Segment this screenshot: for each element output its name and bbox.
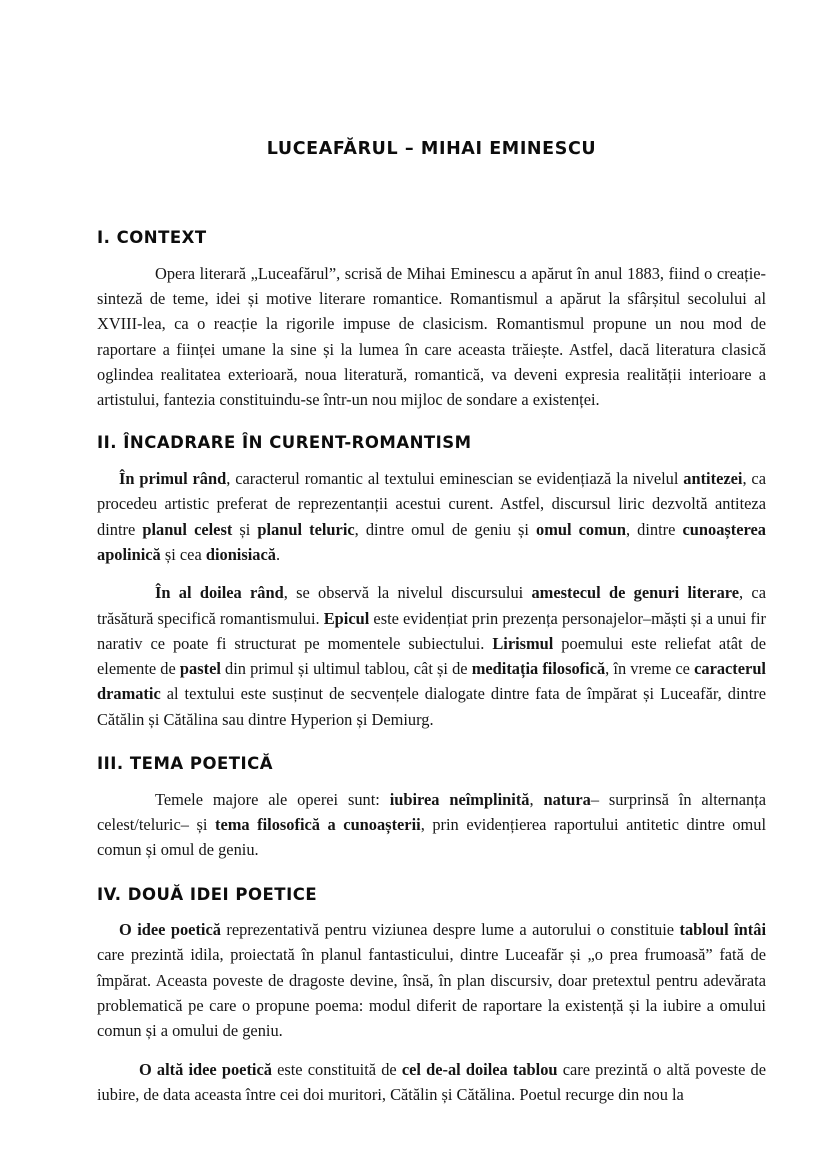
- text-run: , dintre omul de geniu și: [354, 519, 537, 539]
- page-title: LUCEAFĂRUL – MIHAI EMINESCU: [266, 139, 597, 159]
- emphasis-run: dionisiacă: [205, 544, 276, 564]
- paragraph: [97, 466, 766, 567]
- text-run: este constituită de: [271, 1059, 402, 1079]
- text-run: .: [275, 544, 281, 564]
- paragraph: [97, 580, 766, 732]
- sections-container: [97, 160, 766, 1107]
- emphasis-run: planul celest: [142, 519, 233, 539]
- paragraph: [97, 1057, 766, 1108]
- spacer: [97, 905, 766, 917]
- text-run: din primul și ultimul tablou, cât și de: [220, 659, 472, 679]
- section-heading-3: III. TEMA POETICĂ: [97, 754, 274, 773]
- emphasis-run: Epicul: [323, 608, 370, 628]
- text-run: , caracterul romantic al textului eminescian se evidențiază la nivelul: [226, 469, 684, 489]
- text-run: care prezintă idila, proiectată în planul fantasticului, dintre Luceafăr și „o prea frumoasă” fată de împărat. Aceasta poveste de dragoste devine, însă, în plan discursiv, doar pretextul pentru adevărata problematică pe care o propune poema: modul diferit de raportare la existență și la iubire a omului comun și a omului de geniu.: [97, 945, 766, 1041]
- emphasis-run: O altă idee poetică: [139, 1059, 272, 1079]
- text-run: Temele majore ale operei sunt:: [155, 789, 390, 809]
- text-run: și cea: [160, 544, 206, 564]
- emphasis-run: omul comun: [536, 519, 626, 539]
- emphasis-run: meditația filosofică: [471, 659, 606, 679]
- text-run: , ca procedeu artistic preferat de reprezentanții acestui curent. Astfel, discursul liric dezvoltă antiteza dintre: [97, 469, 766, 539]
- emphasis-run: iubirea neîmplinită: [389, 789, 530, 809]
- paragraph: [97, 787, 766, 863]
- text-run: , în vreme ce: [605, 659, 695, 679]
- spacer: [97, 567, 766, 580]
- emphasis-run: amestecul de genuri literare: [531, 583, 740, 603]
- section-heading-4: IV. DOUĂ IDEI POETICE: [97, 884, 318, 904]
- emphasis-run: O idee poetică: [119, 920, 221, 940]
- text-run: , dintre: [626, 519, 683, 539]
- text-run: poemului este reliefat atât de elemente de: [97, 633, 766, 679]
- text-run: – surprinsă în alternanța celest/teluric– și: [97, 789, 767, 834]
- text-run: care prezintă o altă poveste de iubire, de data aceasta între cei doi muritori, Cătălin și Cătălina. Poetul recurge din nou la: [97, 1059, 766, 1104]
- paragraph: [97, 261, 766, 413]
- spacer: [97, 249, 766, 261]
- emphasis-run: cel de-al doilea tablou: [401, 1059, 558, 1079]
- text-run: , prin evidențierea raportului antitetic dintre omul comun și omul de geniu.: [97, 814, 767, 860]
- section-heading-1: I. CONTEXT: [97, 228, 207, 247]
- text-run: al textului este susținut de secvențele dialogate dintre fata de împărat și Luceafăr, dintre Cătălin și Cătălina sau dintre Hyperion și Demiurg.: [97, 684, 766, 729]
- paragraph: [97, 917, 766, 1043]
- text-run: și: [232, 519, 258, 539]
- text-run: , se observă la nivelul discursului: [283, 583, 532, 603]
- emphasis-run: tema filosofică a cunoașterii: [215, 814, 421, 834]
- text-run: , ca trăsătură specifică romantismului.: [97, 583, 766, 628]
- emphasis-run: cunoașterea apolinică: [97, 519, 766, 564]
- emphasis-run: tabloul întâi: [679, 920, 767, 940]
- emphasis-run: caracterul dramatic: [97, 659, 766, 704]
- text-run: este evidențiat prin prezența personajelor–măști și a unui fir narativ ce poate fi structurat pe momentele subiectului.: [97, 608, 766, 653]
- text-run: ,: [529, 789, 544, 809]
- emphasis-run: În al doilea rând: [155, 583, 284, 603]
- emphasis-run: În primul rând: [119, 469, 227, 489]
- document-content: [97, 0, 766, 1107]
- spacer: [97, 775, 766, 787]
- emphasis-run: antitezei: [683, 469, 743, 489]
- emphasis-run: pastel: [179, 659, 221, 679]
- emphasis-run: Lirismul: [492, 633, 554, 653]
- spacer: [97, 1044, 766, 1057]
- section-heading-2: II. ÎNCADRARE ÎN CURENT-ROMANTISM: [97, 433, 472, 453]
- text-run: reprezentativă pentru viziunea despre lume a autorului o constituie: [220, 920, 680, 940]
- emphasis-run: planul teluric: [257, 519, 355, 539]
- spacer: [97, 454, 766, 466]
- text-run: Opera literară „Luceafărul”, scrisă de Mihai Eminescu a apărut în anul 1883, fiind o creație-sinteză de teme, idei și motive literare romantice. Romantismul a apărut la sfârșitul secolului al XVIII-lea, ca o reacție la rigorile impuse de clasicism. Romantismul propune un nou mod de raportare a ființei umane la sine și la lumea în care aceasta trăiește. Astfel, dacă literatura clasică oglindea realitatea exterioară, noua literatură, romantică, va deveni expresia realității interioare a artistului, fantezia constituindu-se într-un nou mijloc de sondare a existenței.: [97, 263, 766, 410]
- emphasis-run: natura: [543, 789, 591, 809]
